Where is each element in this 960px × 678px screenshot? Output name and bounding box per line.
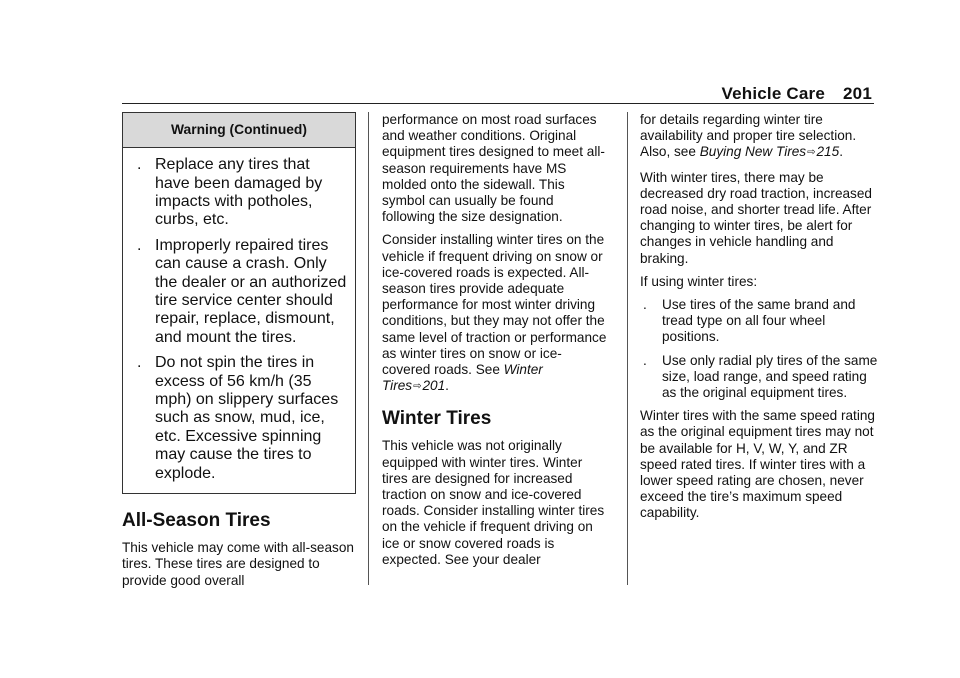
paragraph-text: for details regarding winter tire availability and proper tire selection. Also, see — [640, 112, 857, 160]
column-2 — [382, 112, 608, 575]
column-1 — [122, 112, 356, 596]
winter-tires-heading: Winter Tires — [382, 408, 492, 430]
warning-item — [133, 354, 347, 483]
reference-title: Buying New Tires — [699, 144, 807, 160]
list-item-text: Use only radial ply tires of the same size, load range, and speed rating as the original equipment tires. — [662, 352, 878, 401]
column-3 — [640, 112, 878, 529]
paragraph: With winter tires, there may be decreased dry road traction, increased road noise, and shorter tread life. After changing to winter tires, be alert for changes in vehicle handling and braking. — [640, 169, 872, 266]
warning-item-text: Do not spin the tires in excess of 56 km/h (35 mph) on slippery surfaces such as snow, mud, ice, etc. Excessive spinning may cause the tires to explode. — [155, 354, 339, 482]
paragraph — [382, 232, 608, 396]
section-title: Vehicle Care — [721, 84, 826, 103]
all-season-heading: All-Season Tires — [122, 510, 271, 532]
warning-item-text: Replace any tires that have been damaged by impacts with potholes, curbs, etc. — [155, 156, 323, 229]
bullet: . — [137, 236, 142, 254]
paragraph: If using winter tires: — [640, 273, 758, 289]
page-reference-icon: ⇨ — [807, 147, 816, 159]
paragraph: performance on most road surfaces and weather conditions. Original equipment tires designed to meet all-season requirements have MS molded onto the sidewall. This symbol can usually be found following the size designation. — [382, 112, 605, 225]
page-header — [722, 84, 873, 104]
all-season-paragraph: This vehicle may come with all-season tires. These tires are designed to provide good overall — [122, 540, 354, 588]
warning-item-text: Improperly repaired tires can cause a crash. Only the dealer or an authorized tire service center should repair, replace, dismount, and mount the tires. — [155, 236, 347, 346]
column-divider-2 — [627, 112, 628, 585]
reference-page: 215 — [816, 144, 840, 160]
cross-reference-link[interactable] — [700, 144, 839, 159]
warning-item — [133, 237, 347, 347]
warning-title: Warning (Continued) — [123, 113, 355, 148]
bullet: . — [137, 354, 142, 372]
reference-page: 201 — [422, 378, 446, 394]
warning-box — [122, 112, 356, 494]
winter-tires-paragraph: This vehicle was not originally equipped with winter tires. Winter tires are designed for increased traction on snow and ice-covered roads. Consider installing winter tires on the vehicle if frequent driving on ice or snow covered roads is expected. See your dealer — [382, 438, 605, 567]
list-item — [640, 353, 878, 402]
warning-item — [133, 156, 347, 230]
reference-title: Winter Tires — [382, 362, 543, 394]
page-reference-icon: ⇨ — [413, 381, 422, 393]
bullet: . — [643, 297, 647, 313]
warning-body — [123, 148, 355, 493]
bullet: . — [643, 352, 647, 368]
paragraph: Winter tires with the same speed rating as the original equipment tires may not be available for H, V, W, Y, and ZR speed rated tires. If winter tires with a lower speed rating are chosen, never exceed the tire’s maximum speed capability. — [640, 408, 875, 521]
paragraph-text: Consider installing winter tires on the vehicle if frequent driving on snow or ice-covered roads is expected. All-season tires provide adequate performance for most winter driving conditions, but they may not offer the same level of traction or performance as winter tires on snow or ice-covered roads. See — [382, 232, 607, 378]
list-item-text: Use tires of the same brand and tread type on all four wheel positions. — [662, 297, 856, 345]
column-divider-1 — [368, 112, 369, 585]
list-item — [640, 297, 878, 346]
paragraph-end: . — [839, 144, 843, 160]
paragraph — [640, 112, 878, 163]
header-rule — [122, 103, 874, 104]
page-number: 201 — [843, 84, 872, 103]
bullet: . — [137, 156, 142, 174]
paragraph-end: . — [445, 378, 449, 394]
